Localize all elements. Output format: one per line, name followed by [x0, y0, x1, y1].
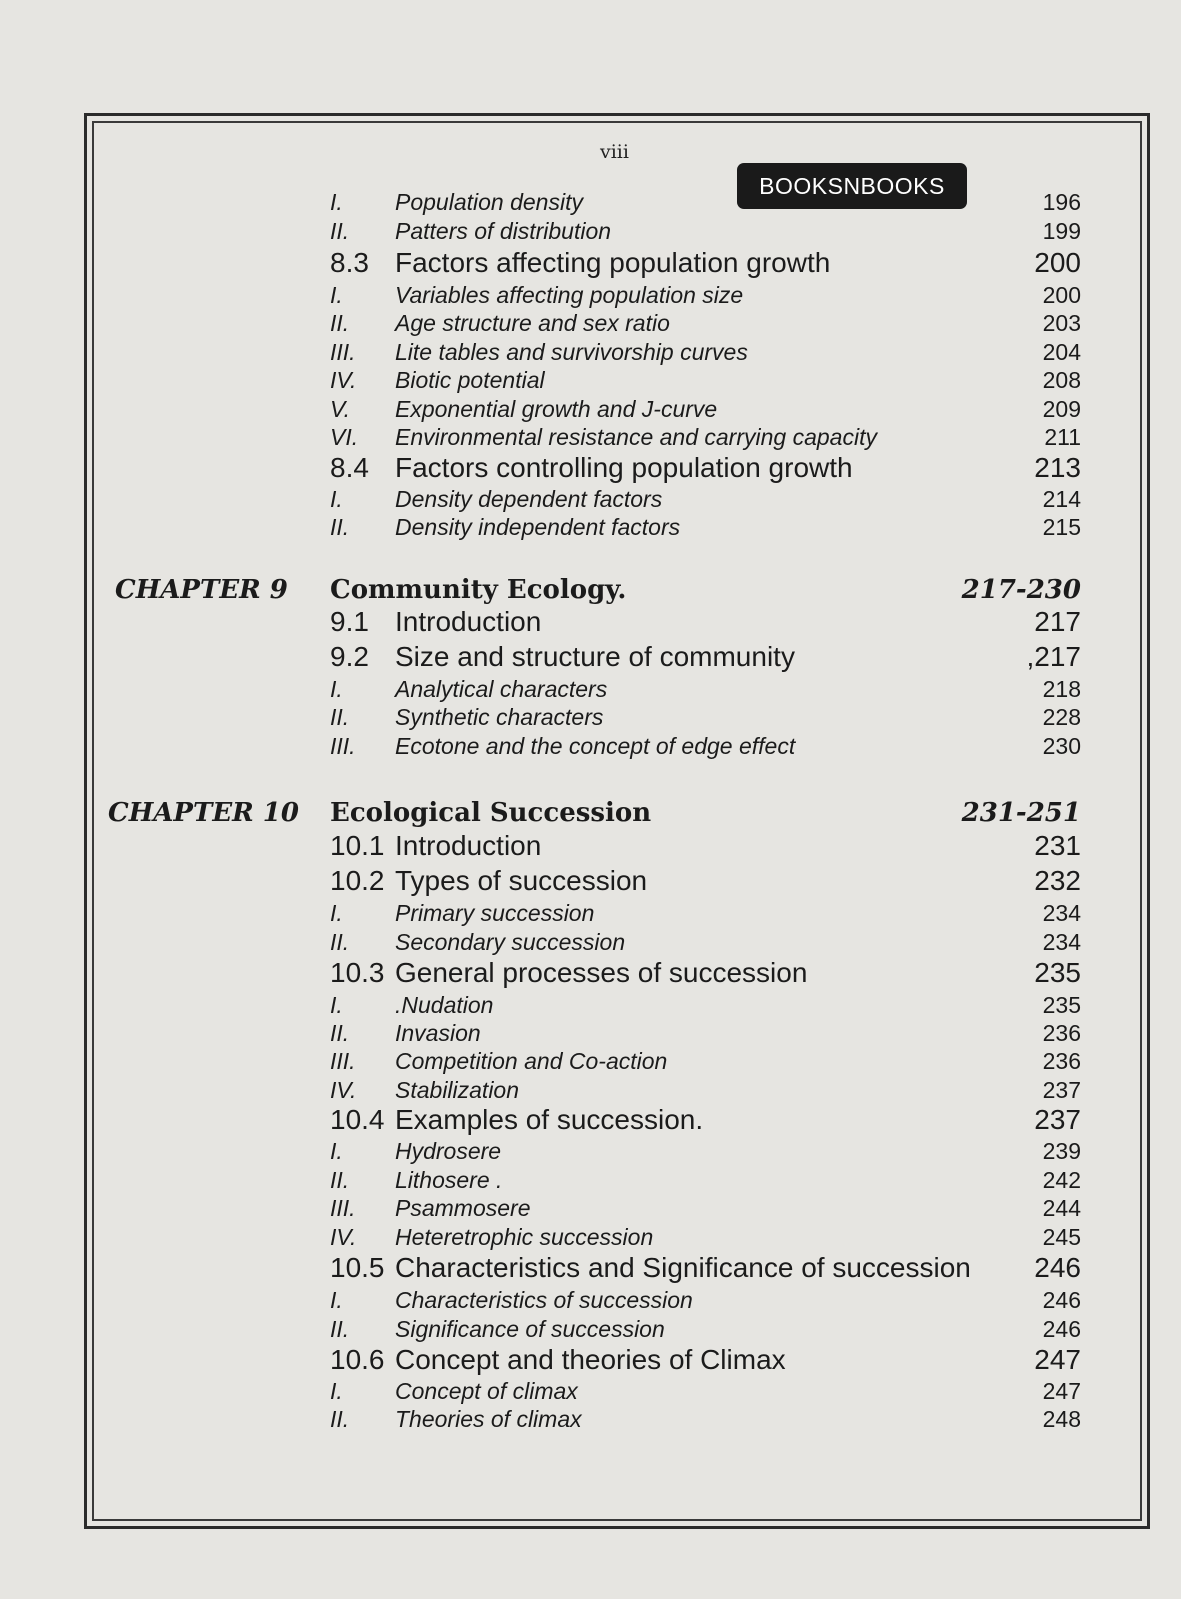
toc-item — [0, 704, 1181, 734]
item-title: Primary succession — [395, 900, 595, 926]
item-page: 245 — [1042, 1224, 1081, 1250]
toc-item — [0, 992, 1181, 1022]
item-page: 211 — [1044, 424, 1081, 450]
item-title: Ecotone and the concept of edge effect — [395, 733, 796, 759]
item-title: Invasion — [395, 1020, 481, 1046]
item-title: Environmental resistance and carrying capacity — [395, 424, 877, 450]
item-page: 208 — [1042, 367, 1081, 393]
toc-item — [0, 733, 1181, 763]
item-number: II. — [330, 1406, 350, 1432]
section-number: 9.1 — [330, 606, 369, 637]
item-number: II. — [330, 704, 350, 730]
item-page: 248 — [1042, 1406, 1081, 1432]
item-page: 235 — [1042, 992, 1081, 1018]
item-title: Stabilization — [395, 1077, 520, 1103]
item-number: II. — [330, 1316, 350, 1342]
section-title: Introduction — [395, 606, 542, 637]
toc-item — [0, 367, 1181, 397]
section-page: 213 — [1034, 452, 1081, 483]
item-page: 214 — [1042, 486, 1081, 512]
chapter-heading — [0, 575, 1181, 605]
toc-section — [0, 1104, 1181, 1134]
toc-section — [0, 1252, 1181, 1282]
item-number: II. — [330, 1167, 350, 1193]
item-number: III. — [330, 733, 356, 759]
item-number: II. — [330, 310, 350, 336]
item-page: 204 — [1042, 339, 1081, 365]
toc-item — [0, 1048, 1181, 1078]
toc-item — [0, 1287, 1181, 1317]
watermark-badge: BOOKSNBOOKS — [737, 163, 967, 209]
section-title: Examples of succession. — [395, 1104, 704, 1135]
item-number: II. — [330, 218, 350, 244]
section-page: 200 — [1034, 247, 1081, 278]
toc-item — [0, 396, 1181, 426]
item-number: II. — [330, 1020, 350, 1046]
item-number: III. — [330, 1195, 356, 1221]
toc-item — [0, 676, 1181, 706]
item-title: Secondary succession — [395, 929, 626, 955]
item-title: Heteretrophic succession — [395, 1224, 654, 1250]
toc-item — [0, 189, 1181, 219]
toc-item — [0, 1406, 1181, 1436]
toc-item — [0, 1077, 1181, 1107]
item-number: I. — [330, 900, 343, 926]
item-title: Characteristics of succession — [395, 1287, 693, 1313]
item-title: Density dependent factors — [395, 486, 663, 512]
toc-section — [0, 957, 1181, 987]
section-title: Characteristics and Significance of succession — [395, 1252, 971, 1283]
section-number: 10.2 — [330, 865, 385, 896]
section-page: 217 — [1034, 606, 1081, 637]
item-title: Patters of distribution — [395, 218, 612, 244]
item-title: Synthetic characters — [395, 704, 604, 730]
toc-item — [0, 1138, 1181, 1168]
toc-section — [0, 641, 1181, 671]
toc-section — [0, 606, 1181, 636]
section-page: 246 — [1034, 1252, 1081, 1283]
toc-item — [0, 1316, 1181, 1346]
toc-item — [0, 1378, 1181, 1408]
toc-item — [0, 929, 1181, 959]
toc-item — [0, 424, 1181, 454]
item-page: 246 — [1042, 1287, 1081, 1313]
item-number: I. — [330, 676, 343, 702]
chapter-title: Ecological Succession — [330, 798, 652, 828]
section-number: 10.4 — [330, 1104, 385, 1135]
item-page: 237 — [1042, 1077, 1081, 1103]
item-number: I. — [330, 282, 343, 308]
section-page: 235 — [1034, 957, 1081, 988]
section-title: Introduction — [395, 830, 542, 861]
item-number: IV. — [330, 1224, 357, 1250]
toc-section — [0, 247, 1181, 277]
item-page: 239 — [1042, 1138, 1081, 1164]
item-number: I. — [330, 992, 343, 1018]
item-page: 218 — [1042, 676, 1081, 702]
toc-item — [0, 218, 1181, 248]
chapter-title: Community Ecology. — [330, 575, 627, 605]
item-title: Hydrosere — [395, 1138, 502, 1164]
toc-section — [0, 865, 1181, 895]
item-page: 246 — [1042, 1316, 1081, 1342]
toc-item — [0, 310, 1181, 340]
item-number: VI. — [330, 424, 359, 450]
item-title: Lithosere . — [395, 1167, 503, 1193]
item-title: Variables affecting population size — [395, 282, 744, 308]
item-page: 242 — [1042, 1167, 1081, 1193]
section-number: 9.2 — [330, 641, 369, 672]
item-title: Biotic potential — [395, 367, 545, 393]
section-number: 10.5 — [330, 1252, 385, 1283]
section-page: 231 — [1034, 830, 1081, 861]
toc-item — [0, 1224, 1181, 1254]
toc-section — [0, 830, 1181, 860]
toc-section — [0, 1344, 1181, 1374]
item-number: V. — [330, 396, 351, 422]
section-number: 8.3 — [330, 247, 369, 278]
item-page: 234 — [1042, 900, 1081, 926]
toc-item — [0, 900, 1181, 930]
item-page: 236 — [1042, 1048, 1081, 1074]
item-page: 199 — [1042, 218, 1081, 244]
item-page: 200 — [1042, 282, 1081, 308]
item-number: III. — [330, 339, 356, 365]
item-number: I. — [330, 1287, 343, 1313]
item-number: III. — [330, 1048, 356, 1074]
item-page: 234 — [1042, 929, 1081, 955]
item-title: Concept of climax — [395, 1378, 578, 1404]
section-title: General processes of succession — [395, 957, 808, 988]
item-title: .Nudation — [395, 992, 494, 1018]
section-title: Factors affecting population growth — [395, 247, 831, 278]
section-page: ,217 — [1026, 641, 1081, 672]
section-number: 10.1 — [330, 830, 385, 861]
chapter-heading — [0, 798, 1181, 828]
item-number: I. — [330, 1138, 343, 1164]
section-number: 8.4 — [330, 452, 369, 483]
item-title: Competition and Co-action — [395, 1048, 668, 1074]
section-page: 237 — [1034, 1104, 1081, 1135]
item-title: Age structure and sex ratio — [395, 310, 670, 336]
item-page: 230 — [1042, 733, 1081, 759]
item-page: 247 — [1042, 1378, 1081, 1404]
toc-item — [0, 1020, 1181, 1050]
item-page: 236 — [1042, 1020, 1081, 1046]
item-title: Exponential growth and J-curve — [395, 396, 718, 422]
toc-section — [0, 452, 1181, 482]
item-page: 228 — [1042, 704, 1081, 730]
item-page: 244 — [1042, 1195, 1081, 1221]
section-page: 247 — [1034, 1344, 1081, 1375]
item-number: IV. — [330, 1077, 357, 1103]
item-title: Density independent factors — [395, 514, 681, 540]
toc-item — [0, 1167, 1181, 1197]
chapter-pages: 217-230 — [961, 575, 1081, 605]
section-number: 10.3 — [330, 957, 385, 988]
page-number: viii — [600, 141, 629, 163]
item-title: Population density — [395, 189, 583, 215]
chapter-label: CHAPTER 9 — [115, 575, 288, 605]
item-page: 203 — [1042, 310, 1081, 336]
chapter-label: CHAPTER 10 — [108, 798, 299, 828]
toc-item — [0, 282, 1181, 312]
item-title: Analytical characters — [395, 676, 608, 702]
toc-item — [0, 486, 1181, 516]
item-page: 209 — [1042, 396, 1081, 422]
toc-item — [0, 514, 1181, 544]
item-number: II. — [330, 514, 350, 540]
toc-item — [0, 339, 1181, 369]
section-number: 10.6 — [330, 1344, 385, 1375]
item-title: Theories of climax — [395, 1406, 582, 1432]
item-title: Psammosere — [395, 1195, 531, 1221]
chapter-pages: 231-251 — [961, 798, 1081, 828]
section-title: Concept and theories of Climax — [395, 1344, 786, 1375]
item-page: 196 — [1042, 189, 1081, 215]
item-page: 215 — [1042, 514, 1081, 540]
section-title: Size and structure of community — [395, 641, 795, 672]
section-page: 232 — [1034, 865, 1081, 896]
item-number: IV. — [330, 367, 357, 393]
item-number: I. — [330, 1378, 343, 1404]
item-title: Significance of succession — [395, 1316, 665, 1342]
item-title: Lite tables and survivorship curves — [395, 339, 748, 365]
section-title: Types of succession — [395, 865, 648, 896]
toc-item — [0, 1195, 1181, 1225]
item-number: II. — [330, 929, 350, 955]
section-title: Factors controlling population growth — [395, 452, 853, 483]
item-number: I. — [330, 486, 343, 512]
item-number: I. — [330, 189, 343, 215]
